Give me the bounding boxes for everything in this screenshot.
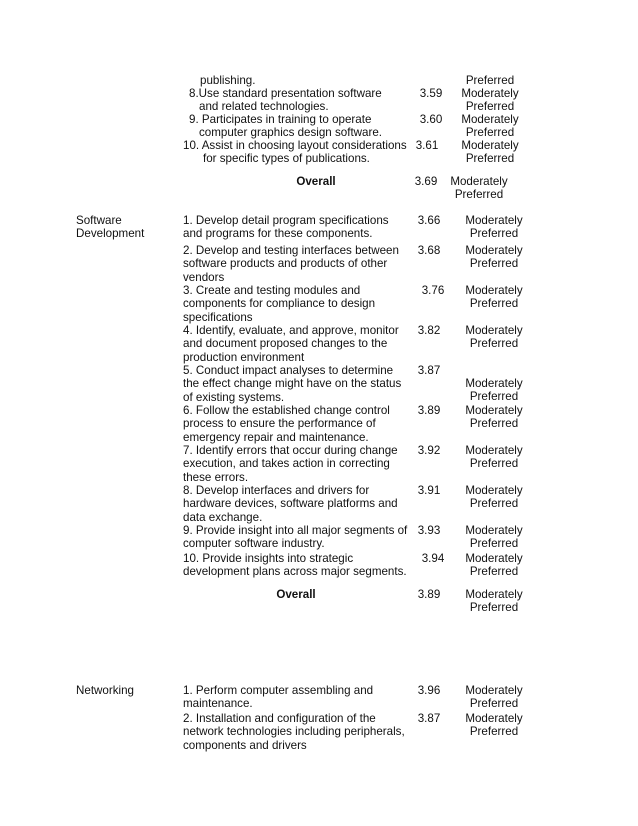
rating-line1: Moderately <box>465 284 523 297</box>
overall-rating-line1: Moderately <box>465 588 523 601</box>
mean-value: 3.68 <box>417 244 441 257</box>
rating-line2: Preferred <box>469 337 519 350</box>
statement-text: 7. Identify errors that occur during change execution, and takes action in correcting these errors. <box>183 444 398 484</box>
mean-value: 3.89 <box>417 404 441 417</box>
statement-line1: 10. Assist in choosing layout considerations <box>183 139 407 152</box>
table-row <box>0 684 638 712</box>
statement-text: 10. Provide insights into strategic development plans across major segments. <box>183 552 407 579</box>
statement-text: 5. Conduct impact analyses to determine the effect change might have on the status of existing systems. <box>183 364 402 404</box>
rating-line1: Moderately <box>465 524 523 537</box>
rating-line2: Preferred <box>469 390 519 403</box>
rating-line2: Preferred <box>465 126 515 139</box>
rating-line1: Moderately <box>461 87 519 100</box>
rating-line1: Moderately <box>465 552 523 565</box>
table-row <box>0 404 638 444</box>
overall-label: Overall <box>296 175 336 188</box>
overall-row <box>0 175 638 205</box>
statement-line1: 8.Use standard presentation software <box>189 87 382 100</box>
mean-value: 3.96 <box>417 684 441 697</box>
overall-rating-line1: Moderately <box>450 175 508 188</box>
statement-line1: 9. Participates in training to operate <box>189 113 372 126</box>
category-line1: Software <box>76 214 122 227</box>
rating-line2: Preferred <box>469 565 519 578</box>
rating-line2: Preferred <box>469 457 519 470</box>
mean-value: 3.87 <box>417 712 441 725</box>
mean-value: 3.94 <box>421 552 445 565</box>
overall-rating-line2: Preferred <box>469 601 519 614</box>
statement-line2: and related technologies. <box>199 100 329 114</box>
statement-line2: for specific types of publications. <box>203 152 370 166</box>
rating-line1: Moderately <box>465 484 523 497</box>
mean-value: 3.92 <box>417 444 441 457</box>
mean-value: 3.93 <box>417 524 441 537</box>
rating-line1: Moderately <box>465 404 523 417</box>
rating-line1: Moderately <box>465 214 523 227</box>
table-row <box>0 524 638 552</box>
rating-line1: Moderately <box>465 244 523 257</box>
mean-value: 3.87 <box>417 364 441 377</box>
rating-line1: Moderately <box>461 113 519 126</box>
table-row <box>0 214 638 244</box>
mean-value: 3.82 <box>417 324 441 337</box>
rating-line1: Moderately <box>461 139 519 152</box>
statement-line2: computer graphics design software. <box>199 126 383 140</box>
table-row <box>0 484 638 524</box>
table-row <box>0 324 638 364</box>
software-development-section <box>0 214 638 618</box>
overall-row <box>0 588 638 618</box>
statement-text: 2. Installation and configuration of the network technologies including peripherals, components and drivers <box>183 712 405 752</box>
overall-mean: 3.89 <box>417 588 441 601</box>
mean-value: 3.59 <box>419 87 443 100</box>
mean-value: 3.61 <box>415 139 439 152</box>
category-line2: Development <box>76 227 145 241</box>
statement-text: 3. Create and testing modules and components for compliance to design specifications <box>183 284 376 324</box>
statement-text: 4. Identify, evaluate, and approve, monitor and document proposed changes to the production environment <box>183 324 399 364</box>
rating-line2: Preferred <box>469 257 519 270</box>
statement-text: 2. Develop and testing interfaces between software products and products of other vendors <box>183 244 399 284</box>
rating-line2: Preferred <box>469 697 519 710</box>
category-label: Networking <box>76 684 134 697</box>
table-row <box>0 552 638 592</box>
rating-line2: Preferred <box>469 497 519 510</box>
rating-text: Preferred <box>465 74 515 87</box>
table-row <box>0 139 638 165</box>
top-section <box>0 74 638 205</box>
table-row <box>0 87 638 113</box>
overall-mean: 3.69 <box>414 175 438 188</box>
table-row <box>0 712 638 754</box>
statement-text: 1. Develop detail program specifications and programs for these components. <box>183 214 389 241</box>
rating-line2: Preferred <box>465 152 515 165</box>
statement-text: 9. Provide insight into all major segments of computer software industry. <box>183 524 408 551</box>
rating-line2: Preferred <box>465 100 515 113</box>
rating-line1: Moderately <box>465 712 523 725</box>
mean-value: 3.76 <box>421 284 445 297</box>
mean-value: 3.91 <box>417 484 441 497</box>
statement-text: 8. Develop interfaces and drivers for hardware devices, software platforms and data exchange. <box>183 484 398 524</box>
overall-label: Overall <box>276 588 316 601</box>
rating-line1: Moderately <box>465 324 523 337</box>
table-row <box>0 244 638 284</box>
table-row <box>0 284 638 324</box>
rating-line2: Preferred <box>469 227 519 240</box>
mean-value: 3.60 <box>419 113 443 126</box>
rating-line2: Preferred <box>469 417 519 430</box>
statement-text: 6. Follow the established change control process to ensure the performance of emergency repair and maintenance. <box>183 404 390 444</box>
table-row <box>0 444 638 484</box>
rating-line1: Moderately <box>465 377 523 390</box>
rating-line2: Preferred <box>469 537 519 550</box>
networking-section <box>0 684 638 754</box>
mean-value: 3.66 <box>417 214 441 227</box>
table-row <box>0 364 638 404</box>
overall-rating-line2: Preferred <box>454 188 504 201</box>
rating-line1: Moderately <box>465 444 523 457</box>
statement-text: 1. Perform computer assembling and maintenance. <box>183 684 374 711</box>
rating-line1: Moderately <box>465 684 523 697</box>
rating-line2: Preferred <box>469 725 519 738</box>
rating-line2: Preferred <box>469 297 519 310</box>
statement-text: publishing. <box>200 74 256 87</box>
table-row <box>0 113 638 139</box>
continuation-row <box>0 74 638 87</box>
